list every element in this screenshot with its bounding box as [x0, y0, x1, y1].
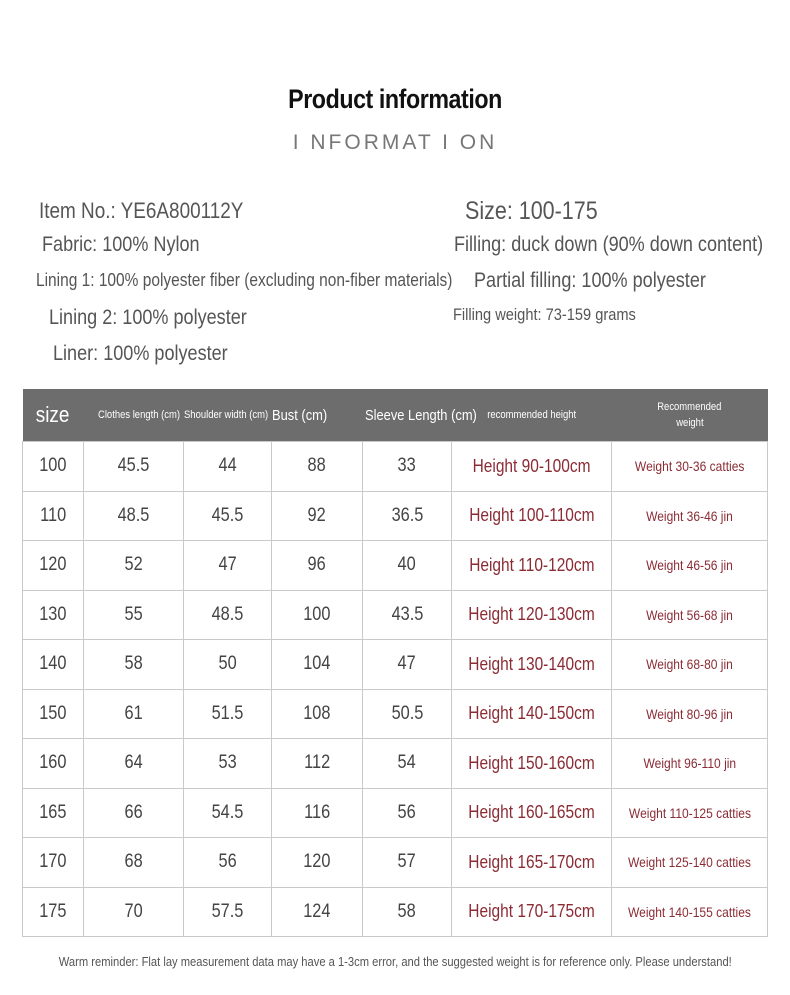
- shoulder-width-cell: 54.5: [184, 788, 272, 838]
- size-cell: 165: [23, 788, 84, 838]
- size-table-body: [23, 442, 768, 937]
- shoulder-width-cell: 56: [184, 838, 272, 888]
- recommended-weight-cell: Weight 68-80 jin: [612, 640, 768, 690]
- sleeve-length-cell: 43.5: [363, 590, 452, 640]
- table-row: [23, 788, 768, 838]
- header-recommended-weight: Recommended weight: [612, 389, 768, 442]
- recommended-weight-cell: Weight 36-46 jin: [612, 491, 768, 541]
- table-row: [23, 689, 768, 739]
- recommended-height-cell: Height 90-100cm: [452, 442, 612, 492]
- recommended-weight-cell: Weight 96-110 jin: [612, 739, 768, 789]
- clothes-length-cell: 48.5: [84, 491, 184, 541]
- liner-info: Liner: 100% polyester: [53, 342, 228, 365]
- size-cell: 110: [23, 491, 84, 541]
- shoulder-width-cell: 57.5: [184, 887, 272, 937]
- recommended-height-cell: Height 160-165cm: [452, 788, 612, 838]
- sleeve-length-cell: 47: [363, 640, 452, 690]
- recommended-weight-cell: Weight 125-140 catties: [612, 838, 768, 888]
- recommended-height-cell: Height 120-130cm: [452, 590, 612, 640]
- clothes-length-cell: 70: [84, 887, 184, 937]
- recommended-height-cell: Height 140-150cm: [452, 689, 612, 739]
- size-cell: 170: [23, 838, 84, 888]
- table-row: [23, 590, 768, 640]
- lining2-info: Lining 2: 100% polyester: [49, 306, 247, 329]
- clothes-length-cell: 45.5: [84, 442, 184, 492]
- header-size: size: [23, 389, 84, 442]
- size-cell: 160: [23, 739, 84, 789]
- recommended-height-cell: Height 110-120cm: [452, 541, 612, 591]
- header-recommended-height: recommended height: [452, 389, 612, 442]
- bust-cell: 100: [272, 590, 363, 640]
- size-chart-table: [22, 389, 768, 937]
- sleeve-length-cell: 50.5: [363, 689, 452, 739]
- recommended-weight-cell: Weight 140-155 catties: [612, 887, 768, 937]
- clothes-length-cell: 64: [84, 739, 184, 789]
- item-number: Item No.: YE6A800112Y: [39, 198, 244, 223]
- table-row: [23, 887, 768, 937]
- table-row: [23, 838, 768, 888]
- header-bust: Bust (cm): [272, 389, 363, 442]
- recommended-weight-cell: Weight 46-56 jin: [612, 541, 768, 591]
- header-shoulder-width: Shoulder width (cm): [184, 389, 272, 442]
- sleeve-length-cell: 33: [363, 442, 452, 492]
- header-sleeve-length: Sleeve Length (cm): [363, 389, 452, 442]
- sleeve-length-cell: 36.5: [363, 491, 452, 541]
- bust-cell: 120: [272, 838, 363, 888]
- bust-cell: 124: [272, 887, 363, 937]
- sleeve-length-cell: 57: [363, 838, 452, 888]
- shoulder-width-cell: 51.5: [184, 689, 272, 739]
- clothes-length-cell: 55: [84, 590, 184, 640]
- fabric-info: Fabric: 100% Nylon: [42, 233, 200, 256]
- sleeve-length-cell: 40: [363, 541, 452, 591]
- table-row: [23, 442, 768, 492]
- sleeve-length-cell: 56: [363, 788, 452, 838]
- filling-info: Filling: duck down (90% down content): [454, 233, 764, 256]
- sleeve-length-cell: 58: [363, 887, 452, 937]
- product-info-subtitle: I NFORMAT I ON: [292, 131, 498, 154]
- bust-cell: 112: [272, 739, 363, 789]
- header-clothes-length: Clothes length (cm): [84, 389, 184, 442]
- shoulder-width-cell: 44: [184, 442, 272, 492]
- bust-cell: 108: [272, 689, 363, 739]
- table-row: [23, 640, 768, 690]
- size-cell: 120: [23, 541, 84, 591]
- lining1-info: Lining 1: 100% polyester fiber (excluding non-fiber materials): [36, 270, 453, 290]
- shoulder-width-cell: 53: [184, 739, 272, 789]
- recommended-height-cell: Height 165-170cm: [452, 838, 612, 888]
- shoulder-width-cell: 45.5: [184, 491, 272, 541]
- recommended-weight-cell: Weight 30-36 catties: [612, 442, 768, 492]
- table-row: [23, 541, 768, 591]
- bust-cell: 104: [272, 640, 363, 690]
- size-cell: 100: [23, 442, 84, 492]
- recommended-height-cell: Height 170-175cm: [452, 887, 612, 937]
- recommended-height-cell: Height 100-110cm: [452, 491, 612, 541]
- clothes-length-cell: 68: [84, 838, 184, 888]
- recommended-weight-cell: Weight 80-96 jin: [612, 689, 768, 739]
- recommended-height-cell: Height 150-160cm: [452, 739, 612, 789]
- shoulder-width-cell: 47: [184, 541, 272, 591]
- partial-filling-info: Partial filling: 100% polyester: [474, 269, 706, 292]
- bust-cell: 92: [272, 491, 363, 541]
- clothes-length-cell: 52: [84, 541, 184, 591]
- clothes-length-cell: 58: [84, 640, 184, 690]
- table-row: [23, 491, 768, 541]
- size-cell: 150: [23, 689, 84, 739]
- table-row: [23, 739, 768, 789]
- size-cell: 140: [23, 640, 84, 690]
- bust-cell: 116: [272, 788, 363, 838]
- shoulder-width-cell: 50: [184, 640, 272, 690]
- recommended-weight-cell: Weight 110-125 catties: [612, 788, 768, 838]
- clothes-length-cell: 61: [84, 689, 184, 739]
- sleeve-length-cell: 54: [363, 739, 452, 789]
- size-cell: 130: [23, 590, 84, 640]
- recommended-height-cell: Height 130-140cm: [452, 640, 612, 690]
- table-header-row: [23, 389, 768, 442]
- shoulder-width-cell: 48.5: [184, 590, 272, 640]
- recommended-weight-cell: Weight 56-68 jin: [612, 590, 768, 640]
- clothes-length-cell: 66: [84, 788, 184, 838]
- size-cell: 175: [23, 887, 84, 937]
- bust-cell: 96: [272, 541, 363, 591]
- product-info-title: Product information: [288, 84, 502, 114]
- filling-weight-info: Filling weight: 73-159 grams: [453, 305, 636, 324]
- size-range: Size: 100-175: [465, 197, 598, 225]
- bust-cell: 88: [272, 442, 363, 492]
- warm-reminder: Warm reminder: Flat lay measurement data may have a 1-3cm error, and the suggested weight is for reference only. Please understand!: [58, 954, 732, 969]
